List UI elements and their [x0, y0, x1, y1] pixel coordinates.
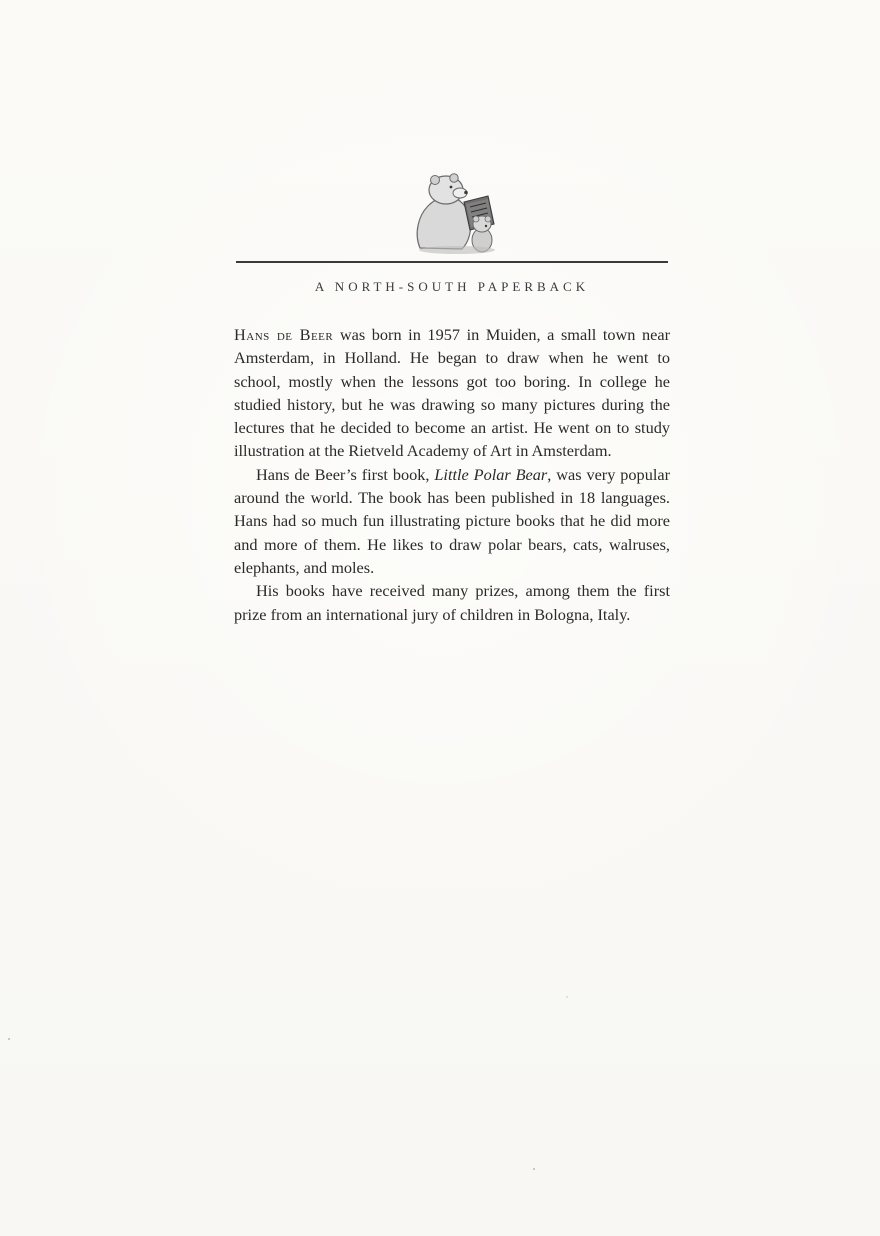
series-label: A NORTH-SOUTH PAPERBACK — [314, 279, 590, 294]
scan-speck — [533, 1168, 535, 1170]
bio-paragraph-2-before: Hans de Beer’s first book, — [256, 464, 435, 484]
bio-paragraph-1 — [234, 323, 670, 463]
author-bio — [234, 323, 670, 626]
scan-speck — [8, 1038, 10, 1040]
header-rule — [236, 261, 668, 263]
author-name-smallcaps: Hans de Beer — [234, 325, 334, 344]
scan-speck — [566, 996, 568, 998]
bio-paragraph-1-text: was born in 1957 in Muiden, a small town near Amsterdam, in Holland. He began to draw when he went to school, mostly when the lessons got too boring. In college he studied history, but he was drawing so many pictures during the lectures that he decided to become an artist. He went on to study illustration at the Rietveld Academy of Art in Amsterdam. — [234, 325, 670, 461]
reading-bear-icon — [410, 170, 505, 255]
bio-paragraph-2 — [234, 463, 670, 579]
bio-paragraph-2-after: , was very popular around the world. The book has been published in 18 languages. Hans had so much fun illustrating picture books that he did more and more of them. He likes to draw polar bears, cats, walruses, elephants, and moles. — [234, 464, 671, 577]
bio-paragraph-3: His books have received many prizes, among them the first prize from an international jury of children in Bologna, Italy. — [234, 581, 670, 624]
book-title: Little Polar Bear — [434, 464, 548, 484]
